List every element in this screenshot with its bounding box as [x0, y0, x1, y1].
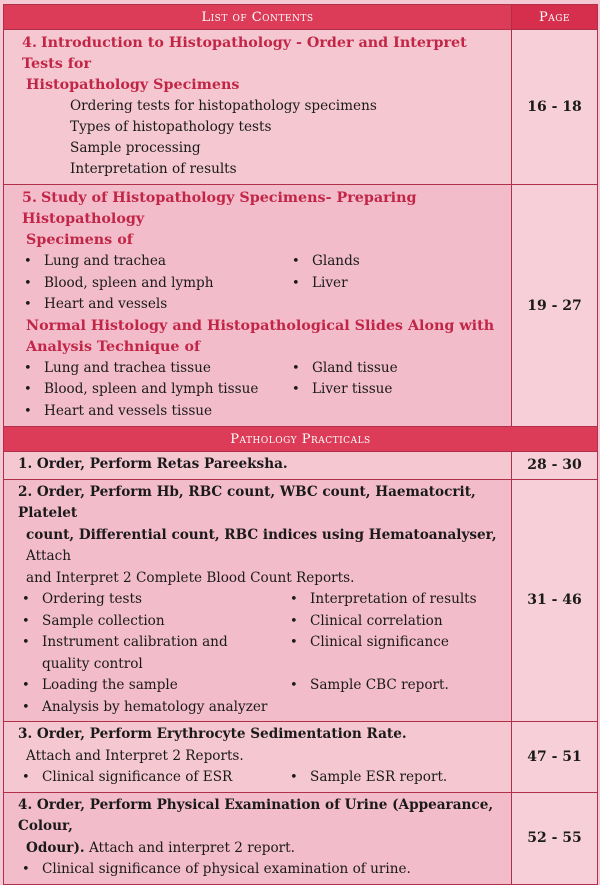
list-item: • Liver — [288, 273, 508, 295]
list-item: • Ordering tests — [18, 589, 286, 611]
list-item: • Clinical significance of ESR — [18, 767, 286, 789]
bullet-list-cbc — [18, 589, 505, 718]
practical-4-title: 4. Order, Perform Physical Examination of Urine (Appearance, Colour, — [18, 796, 494, 834]
list-item: • Gland tissue — [288, 358, 508, 380]
list-item: • Clinical significance of physical examination of urine. — [18, 859, 505, 881]
practicals-header-row — [4, 427, 598, 452]
section-5-title: 5. Study of Histopathology Specimens- Preparing Histopathology Specimens of — [22, 190, 417, 248]
contents-header: List of Contents — [4, 5, 512, 30]
practical-2-title-line1: 2. Order, Perform Hb, RBC count, WBC count, Haematocrit, Platelet — [18, 483, 476, 521]
list-item: • Analysis by hematology analyzer — [18, 697, 512, 719]
page-range: 19 - 27 — [527, 297, 582, 314]
list-item: Interpretation of results — [70, 161, 237, 177]
practical-3-line2: Attach and Interpret 2 Reports. — [26, 747, 244, 764]
toc-row-p4 — [4, 792, 598, 884]
list-item: • Interpretation of results — [286, 589, 512, 611]
practical-1-title: 1. Order, Perform Retas Pareeksha. — [18, 456, 288, 472]
page-range: 31 - 46 — [527, 592, 582, 609]
list-item: • Sample collection — [18, 611, 286, 633]
page-range: 16 - 18 — [527, 99, 582, 115]
list-item-continuation: quality control — [42, 655, 143, 672]
toc-row-p2 — [4, 479, 598, 722]
list-item: Types of histopathology tests — [70, 119, 272, 135]
list-item: • Heart and vessels — [20, 294, 508, 316]
bullet-list-a — [20, 251, 505, 316]
list-item: • Blood, spleen and lymph — [20, 273, 288, 295]
list-item: • Heart and vessels tissue — [20, 401, 508, 423]
bullet-list-b — [20, 358, 505, 423]
contents-table — [3, 4, 598, 885]
toc-row-4 — [4, 30, 598, 185]
list-item: Ordering tests for histopathology specimens — [70, 98, 377, 114]
page-range: 47 - 51 — [527, 748, 582, 765]
toc-row-5 — [4, 185, 598, 427]
section-4-title: 4. Introduction to Histopathology - Order and Interpret Tests for Histopathology Specimens — [22, 35, 467, 93]
practicals-header: Pathology Practicals — [4, 427, 598, 452]
list-item: • Clinical significance — [286, 632, 512, 654]
list-item: • Blood, spleen and lymph tissue — [20, 379, 288, 401]
practical-4-line2: Odour). Attach and interpret 2 report. — [26, 839, 295, 856]
header-row — [4, 5, 598, 30]
page-header: Page — [512, 5, 598, 30]
section-5-subtitle: Normal Histology and Histopathological Slides Along with Analysis Technique of — [26, 317, 495, 355]
page-range: 28 - 30 — [527, 457, 582, 474]
list-item: • Clinical correlation — [286, 611, 512, 633]
list-item: • Lung and trachea tissue — [20, 358, 288, 380]
page-range: 52 - 55 — [527, 830, 582, 846]
list-item: Sample processing — [70, 140, 201, 156]
practical-3-title: 3. Order, Perform Erythrocyte Sedimentation Rate. — [18, 726, 407, 742]
bullet-list-esr — [18, 767, 505, 789]
list-item: • Loading the sample — [18, 675, 286, 697]
list-item: • Sample ESR report. — [286, 767, 512, 789]
list-item: • Liver tissue — [288, 379, 508, 401]
list-item: • Lung and trachea — [20, 251, 288, 273]
list-item: • Instrument calibration and — [18, 632, 286, 654]
practical-2-title-line3: and Interpret 2 Complete Blood Count Reports. — [26, 569, 355, 586]
list-item: • Glands — [288, 251, 508, 273]
toc-row-p1 — [4, 452, 598, 480]
list-item: • Sample CBC report. — [286, 675, 512, 697]
practical-2-title-line2: count, Differential count, RBC indices using Hematoanalyser, Attach — [26, 526, 497, 564]
